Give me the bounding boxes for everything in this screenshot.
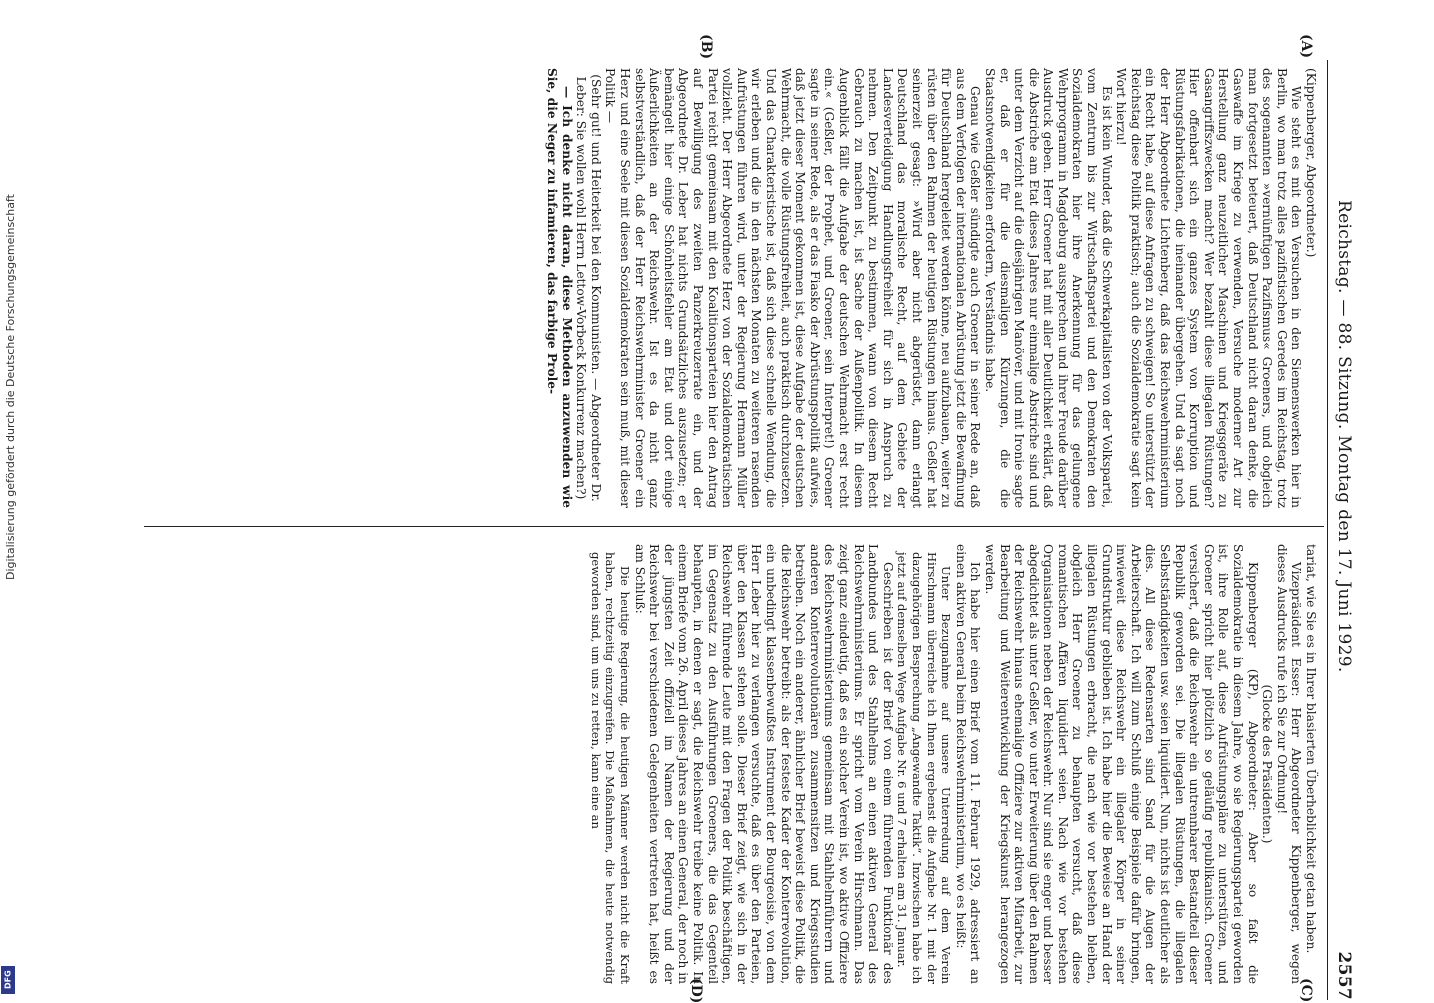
interjection: (Sehr gut! und Heiterkeit bei den Kommunisten. — Abgeordneter Dr. Leber: Sie wollen wohl Herrn Lettow-Vorbeck Konkurrenz machen?) — [574, 74, 603, 502]
header-rule — [1327, 60, 1328, 1000]
margin-marker-a: (A) — [1298, 34, 1314, 59]
margin-marker-d: (D) — [688, 978, 704, 1003]
quoted-letter: Die heutige Regierung, die heutigen Männer werden nicht die Kraft haben, rechtzeitig einzugreifen. Die Maßnahmen, die heute notwendig geworden sind, um uns zu retten, kann eine an — [588, 552, 633, 984]
paragraph: Wie steht es mit den Versuchen in den Siemenswerken hier in Berlin, wo man trotz alles pazifistischen Geredes im Reichstag, trotz des sogenannten »vernünftigen Pazifismus« Groeners, und obgleich man fortgesetzt beteuert, daß Deutschland nicht daran denke, die Gaswaffe im Kriege zu verwenden, Versuche moderner Art zur Herstellung ganz neuzeitlicher Maschinen und Kriegsgeräte zu Gasangriffszwecken macht? Wer bezahlt diese illegalen Rüstungen? Hier offenbart sich ein ganzes System von Korruption und Rüstungsfabrikationen, die ineinander übergehen. Und da sagt noch der Herr Abgeordnete Lichtenberg, daß das Reichswehrministerium ein Recht habe, auf diese Anfragen zu schweigen! So unterstützt der Reichstag diese Politik praktisch; auch die Sozialdemokratie sagt kein Wort hierzu! — [1114, 68, 1304, 508]
president-remark: Vizepräsident Esser: Herr Abgeordneter Kippenberger, wegen dieses Ausdrucks rufe ich Sie zur Ordnung! — [1274, 544, 1304, 984]
speaker-continuation: (Kippenberger, Abgeordneter.) — [1304, 68, 1318, 258]
dfg-logo-icon: DFG — [1, 966, 15, 994]
page-header — [1328, 60, 1354, 1000]
right-column — [588, 544, 1318, 984]
funding-credit: Digitalisierung gefördert durch die Deutsche Forschungsgemeinschaft — [4, 194, 17, 580]
paragraph: tariat, wie Sie es in Ihrer blasierten Überheblichkeit getan haben. — [1304, 544, 1318, 954]
margin-marker-c: (C) — [1298, 978, 1314, 1003]
quoted-letter: Unter Bezugnahme auf unsere Unterredung auf dem Verein Hirschmann überreiche ich Ihnen ergebenst die Aufgabe Nr. 1 mit der dazugehörigen Besprechung „Angewandte Taktik“. Inzwischen habe ich jetzt auf demselben Wege Aufgabe Nr. 6 und 7 erhalten am 31. Januar. — [895, 552, 954, 984]
paragraph: Es ist kein Wunder, daß die Schwerkapitalisten von der Volkspartei, vom Zentrum bis zur Wirtschaftspartei und den Demokraten den Sozialdemokraten hier ihre Anerkennung für das gelungene Wehrprogramm in Magdeburg aussprechen und ihrer Freude darüber Ausdruck geben. Herr Groener hat mit aller Deutlichkeit erklärt, daß die Abstriche am Etat dieses Jahres nur einmalige Abstriche sind und unter dem Verzicht auf die diesjährigen Manöver, und mit Ironie sagte er, daß er für die diesmaligen Kürzungen, die die Staatsnotwendigkeiten erfordern, Verständnis habe. — [982, 68, 1114, 508]
paragraph: Genau wie Geßler sündigte auch Groener in seiner Rede an, daß aus dem Verfolgen der internationalen Abrüstung jetzt die Bewaffnung für Deutschland hergeleitet werden könne, neu aufzubauen, weiter zu rüsten über den Rahmen der heutigen Rüstungen hinaus. Geßler hat seinerzeit gesagt: »Wird aber nicht abgerüstet, dann erlangt Deutschland das moralische Recht, auf dem Gebiete der Landesverteidigung Handlungsfreiheit für sich in Anspruch zu nehmen. Den Zeitpunkt zu bestimmen, wann von diesem Recht Gebrauch zu machen ist, ist Sache der Außenpolitik. In diesem Augenblick fällt die Aufgabe der deutschen Wehrmacht erst recht ein.« (Geßler, der Prophet, und Groener, sein Interpret!) Groener sagte in seiner Rede, als er das Fiasko der Abrüstungspolitik aufwies, daß jetzt dieser Moment gekommen ist, diese Aufgabe der deutschen Wehrmacht, die volle Rüstungsfreiheit, auch praktisch durchzusetzen. Und das Charakteristische ist, daß sich diese schnelle Wendung, die wir erleben und die in den nächsten Monaten zu weiteren rasenden Aufrüstungen führen wird, unter der Regierung Hermann Müller vollzieht. Der Herr Abgeordnete Herz von der Sozialdemokratischen Partei reicht gemeinsam mit den Koalitionsparteien hier den Antrag auf Bewilligung des zweiten Panzerkreuzerrate ein, und der Abgeordnete Dr. Leber hat nichts Grundsätzliches auszusetzen; er bemängelt hier einige Schönheitsfehler am Etat und dort einige Äußerlichkeiten an der Reichswehr. Ist es da nicht ganz selbstverständlich, daß der Herr Reichswehrminister Groener ein Herz und eine Seele mit diesen Sozialdemokraten sein muß, mit dieser Politik — — [603, 68, 983, 508]
header-title: Reichstag. — 88. Sitzung. Montag den 17. Juni 1929. — [1334, 200, 1354, 673]
paragraph: Ich habe hier einen Brief vom 11. Februar 1929, adressiert an einen aktiven General beim Reichswehrministerium, wo es heißt: — [953, 544, 983, 984]
column-divider — [144, 526, 1324, 527]
interjection: (Glocke des Präsidenten.) — [1260, 684, 1275, 844]
scanned-page — [120, 34, 1354, 1003]
paragraph: Geschrieben ist der Brief von einem führenden Funktionär des Landbundes und des Stahlhelms an einen aktiven General des Reichswehrministeriums. Er spricht vom Verein Hirschmann. Das zeigt ganz eindeutig, daß es ein solcher Verein ist, wo aktive Offiziere des Reichswehrministeriums gemeinsam mit Stahlhelmführern und anderen Konterrevolutionären zusammensitzen und Kriegsstudien betreiben. Noch ein anderer, ähnlicher Brief beweist diese Politik, die die Reichswehr betreibt: als der festeste Kader der Konterrevolution, ein unbedingt klassenbewußtes Instrument der Bourgeoisie, von dem Herr Leber hier zu verlangen versuchte, daß es über den Parteien, über den Klassen stehen solle. Dieser Brief zeigt, wie sich in der Reichswehr führende Leute mit den Fragen der Politik beschäftigen, im Gegensatz zu den Ausführungen Groeners, die das Gegenteil behaupten, in denen er sagt, die Reichswehr treibe keine Politik. In einem Briefe vom 26. April dieses Jahres an einen General, der noch in der jüngsten Zeit offiziell im Namen der Regierung und der Reichswehr bei verschiedenen Gelegenheiten vertreten hat, heißt es am Schluß: — [632, 544, 895, 984]
speaker-paragraph: Kippenberger (KP), Abgeordneter: Aber so faßt die Sozialdemokratie in diesem Jahre, wo sie Regierungspartei geworden ist, ihre Rolle auf, diese Aufrüstungspläne zu unterstützen, und Groener spricht hier plötzlich so geläufig republikanisch. Groener versichert, daß die Reichswehr ein untrennbarer Bestandteil dieser Republik geworden sei. Die illegalen Rüstungen, die illegalen Selbstständigkeiten usw. seien liquidiert. Nun, nichts ist deutlicher als dies. All diese Redensarten sind Sand für die Augen der Arbeiterschaft. Ich will zum Schluß einige Beispiele dafür bringen, inwieweit diese Reichswehr ein illegaler Körper in seiner Grundstruktur geblieben ist. Ich habe hier die Beweise an Hand der illegalen Rüstungen erbracht, die nach wie vor bestehen bleiben, obgleich Herr Groener zu behaupten versucht, daß diese romantischen Affären liquidiert seien. Nach wie vor bestehen Organisationen neben der Reichswehr. Nur sind sie enger und besser abgedichtet als unter Geßler, wo unter Erweiterung über den Rahmen der Reichswehr hinaus ehemalige Offiziere zur aktiven Mitarbeit, zur Bearbeitung und Weiterentwicklung der Kriegskunst herangezogen werden. — [982, 544, 1260, 984]
page-number: 2557 — [1334, 951, 1354, 1000]
left-column — [545, 68, 1318, 508]
margin-marker-b: (B) — [698, 34, 714, 60]
paragraph: — Ich denke nicht daran, diese Methoden anzuwenden wie Sie, die Neger zu infamieren, das farbige Prole- — [545, 68, 574, 508]
